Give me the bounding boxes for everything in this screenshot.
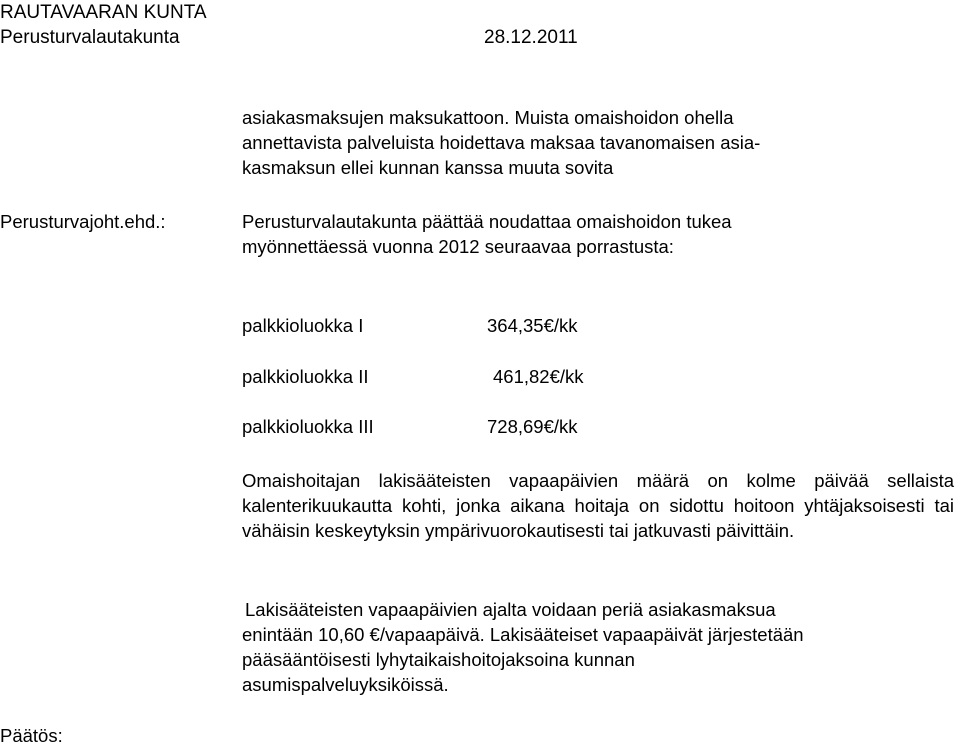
organization-name: RAUTAVAARAN KUNTA xyxy=(0,2,207,23)
proposal-line: myönnettäessä vuonna 2012 seuraavaa porrastusta: xyxy=(242,236,674,257)
proposal-line: Perusturvalautakunta päättää noudattaa omaishoidon tukea xyxy=(242,211,732,232)
fee-amount: 461,82€/kk xyxy=(493,366,584,387)
fee-class: palkkioluokka III xyxy=(242,416,374,437)
proposal-label: Perusturvajoht.ehd.: xyxy=(0,211,166,232)
fee-amount: 364,35€/kk xyxy=(487,315,578,336)
continuation-line: asiakasmaksujen maksukattoon. Muista omaishoidon ohella xyxy=(242,107,734,128)
fee-class: palkkioluokka I xyxy=(242,315,364,336)
decision-label: Päätös: xyxy=(0,725,63,746)
continuation-line: kasmaksun ellei kunnan kanssa muuta sovita xyxy=(242,157,614,178)
document-date: 28.12.2011 xyxy=(484,27,578,48)
holidays-paragraph: Omaishoitajan lakisääteisten vapaapäivien määrä on kolme päivää sellaista kalenterikuukautta kohti, jonka aikana hoitaja on sidottu hoitoon yhtäjaksoisesti tai vähäisin keskeytyksin ympärivuorokautisesti tai jatkuvasti päivittäin. xyxy=(242,470,954,541)
fees-line: asumispalveluyksiköissä. xyxy=(242,674,449,695)
fees-line: pääsääntöisesti lyhytaikaishoitojaksoina kunnan xyxy=(242,649,635,670)
board-name: Perusturvalautakunta xyxy=(0,27,180,48)
fees-line: Lakisääteisten vapaapäivien ajalta voidaan periä asiakasmaksua xyxy=(245,599,776,620)
fee-amount: 728,69€/kk xyxy=(487,416,578,437)
continuation-line: annettavista palveluista hoidettava maksaa tavanomaisen asia- xyxy=(242,132,761,153)
fee-class: palkkioluokka II xyxy=(242,366,369,387)
fees-line: enintään 10,60 €/vapaapäivä. Lakisääteiset vapaapäivät järjestetään xyxy=(242,624,804,645)
